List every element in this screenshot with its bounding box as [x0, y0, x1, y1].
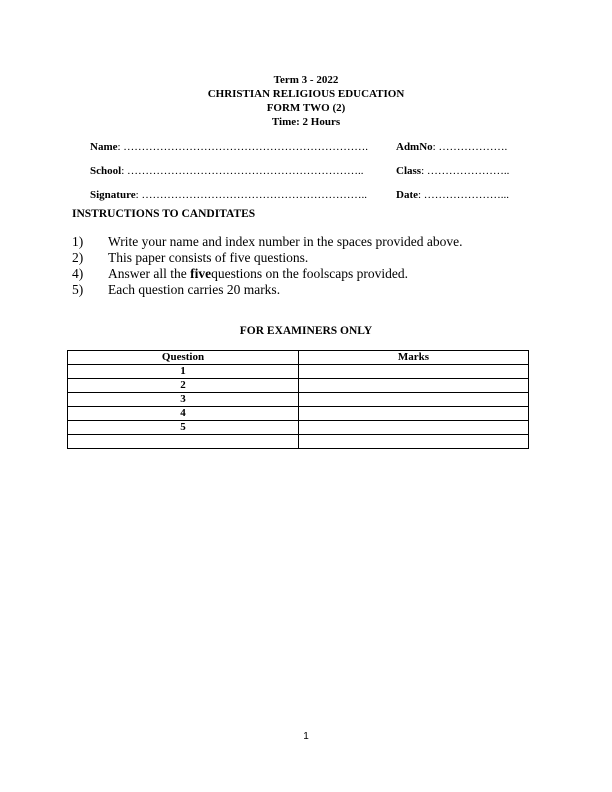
instruction-text: This paper consists of five questions. [108, 250, 309, 265]
name-row [90, 141, 530, 165]
admno-label: AdmNo [396, 141, 433, 153]
instruction-number: 2) [72, 250, 84, 265]
name-field[interactable]: : …………………………………………………………. [117, 141, 369, 153]
table-row [68, 393, 529, 407]
school-label: School [90, 165, 122, 177]
subject-line: CHRISTIAN RELIGIOUS EDUCATION [207, 88, 405, 100]
class-label: Class [396, 165, 422, 177]
marks-header: Marks [299, 351, 529, 365]
emphasis-five: five [190, 266, 212, 281]
exam-header [0, 73, 612, 129]
instruction-number: 5) [72, 282, 84, 297]
name-label: Name [90, 141, 118, 153]
form-line: FORM TWO (2) [266, 102, 346, 114]
page-number: 1 [303, 731, 309, 742]
signature-field[interactable]: : …………………………………………………….. [135, 189, 367, 201]
table-row [68, 379, 529, 393]
date-field[interactable]: : …………………... [418, 189, 510, 201]
question-cell: 3 [68, 393, 299, 407]
question-cell: 1 [68, 365, 299, 379]
school-field[interactable]: : ……………………………………………………….. [121, 165, 364, 177]
question-header: Question [68, 351, 299, 365]
time-line: Time: 2 Hours [271, 116, 341, 128]
instruction-text: Answer all the fivequestions on the foolscaps provided. [108, 266, 408, 281]
date-label: Date [396, 189, 418, 201]
marks-cell[interactable] [299, 365, 529, 379]
instruction-text: Each question carries 20 marks. [108, 282, 281, 297]
question-cell: 2 [68, 379, 299, 393]
instruction-text: Write your name and index number in the spaces provided above. [108, 234, 463, 249]
question-cell: 4 [68, 407, 299, 421]
instructions-title: INSTRUCTIONS TO CANDITATES [72, 208, 256, 220]
table-row [68, 365, 529, 379]
class-field[interactable]: : ………………….. [421, 165, 510, 177]
marks-cell[interactable] [299, 407, 529, 421]
table-row [68, 421, 529, 435]
candidate-fields [90, 141, 530, 213]
signature-label: Signature [90, 189, 136, 201]
table-row [68, 407, 529, 421]
table-row [68, 435, 529, 449]
table-header-row [68, 351, 529, 365]
marks-cell[interactable] [299, 435, 529, 449]
school-row [90, 165, 530, 189]
admno-field[interactable]: : ………………. [432, 141, 508, 153]
total-cell [68, 435, 299, 449]
marks-cell[interactable] [299, 379, 529, 393]
term-line: Term 3 - 2022 [273, 74, 339, 86]
marks-cell[interactable] [299, 421, 529, 435]
examiners-table [67, 350, 529, 449]
question-cell: 5 [68, 421, 299, 435]
instruction-number: 1) [72, 234, 84, 249]
examiners-title: FOR EXAMINERS ONLY [239, 325, 373, 337]
instruction-number: 4) [72, 266, 84, 281]
marks-cell[interactable] [299, 393, 529, 407]
